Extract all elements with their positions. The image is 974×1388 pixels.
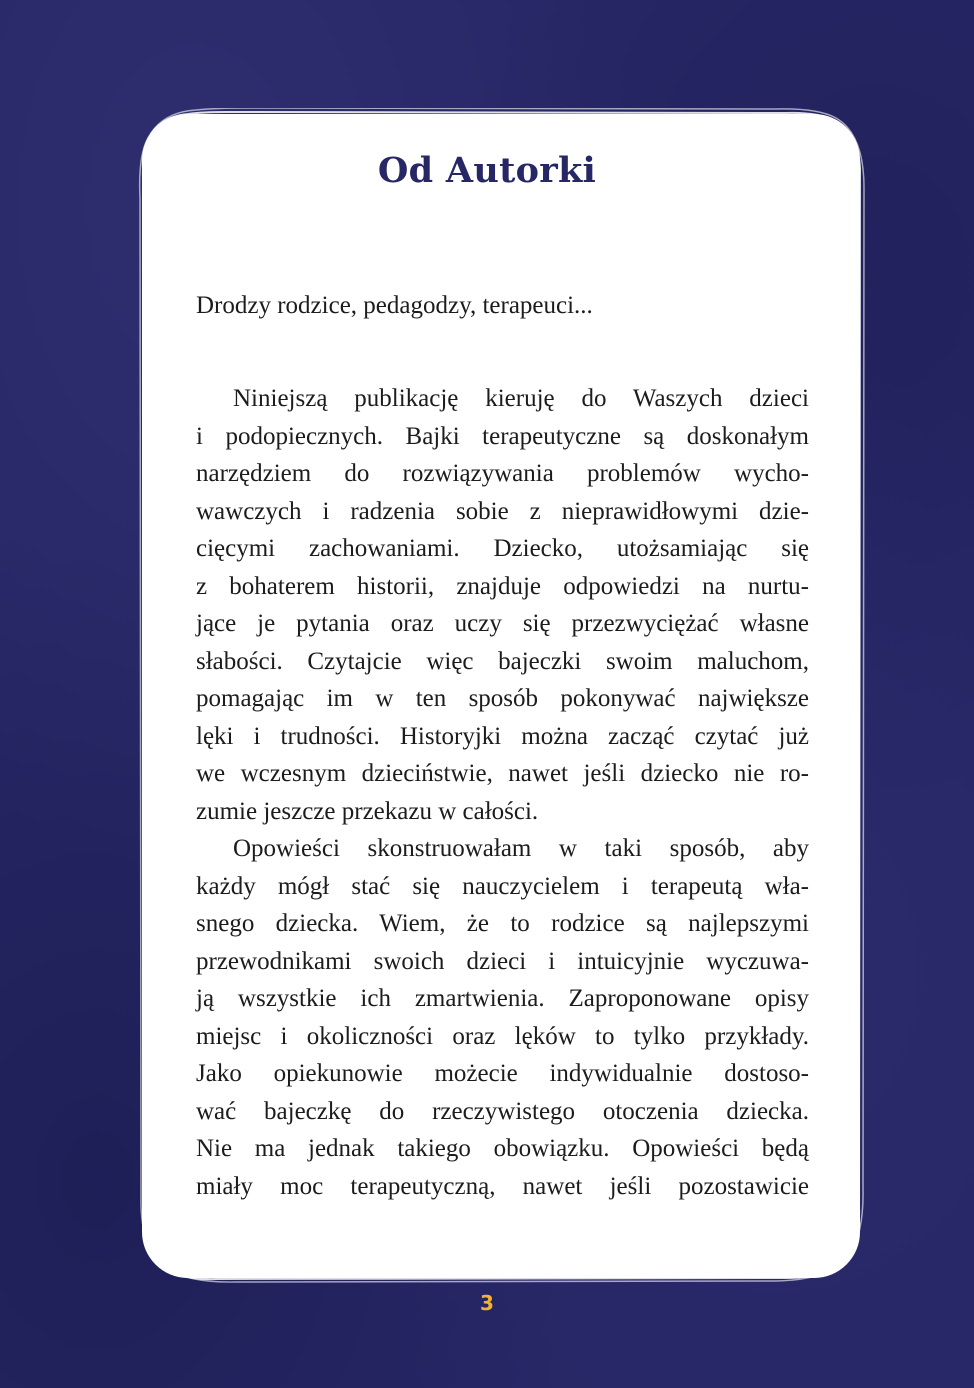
text-line: snego dziecka. Wiem, że to rodzice są najlepszymi xyxy=(196,910,809,937)
text-line: narzędziem do rozwiązywania problemów wycho- xyxy=(196,460,809,487)
text-line: ją wszystkie ich zmartwienia. Zaproponowane opisy xyxy=(196,985,809,1012)
text-line: lęki i trudności. Historyjki można zacząć czytać już xyxy=(196,722,809,750)
paragraph-1 xyxy=(196,380,809,830)
text-line: cięcymi zachowaniami. Dziecko, utożsamiając się xyxy=(196,535,809,562)
text-line: pomagając im w ten sposób pokonywać największe xyxy=(196,685,809,712)
text-line: z bohaterem historii, znajduje odpowiedzi na nurtu- xyxy=(196,572,809,600)
text-line: słabości. Czytajcie więc bajeczki swoim maluchom, xyxy=(196,647,809,675)
text-line: wawczych i radzenia sobie z nieprawidłowymi dzie- xyxy=(196,497,809,525)
text-line: Jako opiekunowie możecie indywidualnie dostoso- xyxy=(196,1060,809,1087)
page-number: 3 xyxy=(480,1291,494,1315)
text-line: Nie ma jednak takiego obowiązku. Opowieści będą xyxy=(196,1135,809,1162)
text-line: przewodnikami swoich dzieci i intuicyjnie wyczuwa- xyxy=(196,947,809,975)
text-line: we wczesnym dzieciństwie, nawet jeśli dziecko nie ro- xyxy=(196,760,809,787)
text-line: wać bajeczkę do rzeczywistego otoczenia dziecka. xyxy=(196,1097,809,1125)
greeting-line: Drodzy rodzice, pedagodzy, terapeuci... xyxy=(196,292,593,319)
paragraph-2 xyxy=(196,830,809,1205)
text-line: i podopiecznych. Bajki terapeutyczne są doskonałym xyxy=(196,422,809,450)
text-line: każdy mógł stać się nauczycielem i terapeutą wła- xyxy=(196,872,809,900)
text-line: miały moc terapeutyczną, nawet jeśli pozostawicie xyxy=(196,1172,809,1200)
page-title: Od Autorki xyxy=(377,150,597,191)
text-line: miejsc i okoliczności oraz lęków to tylko przykłady. xyxy=(196,1022,809,1050)
body-text xyxy=(196,380,809,1205)
text-line: jące je pytania oraz uczy się przezwyciężać własne xyxy=(196,610,809,637)
text-line: Opowieści skonstruowałam w taki sposób, aby xyxy=(233,835,809,862)
text-line: zumie jeszcze przekazu w całości. xyxy=(196,797,539,825)
text-line: Niniejszą publikację kieruję do Waszych dzieci xyxy=(233,385,809,412)
